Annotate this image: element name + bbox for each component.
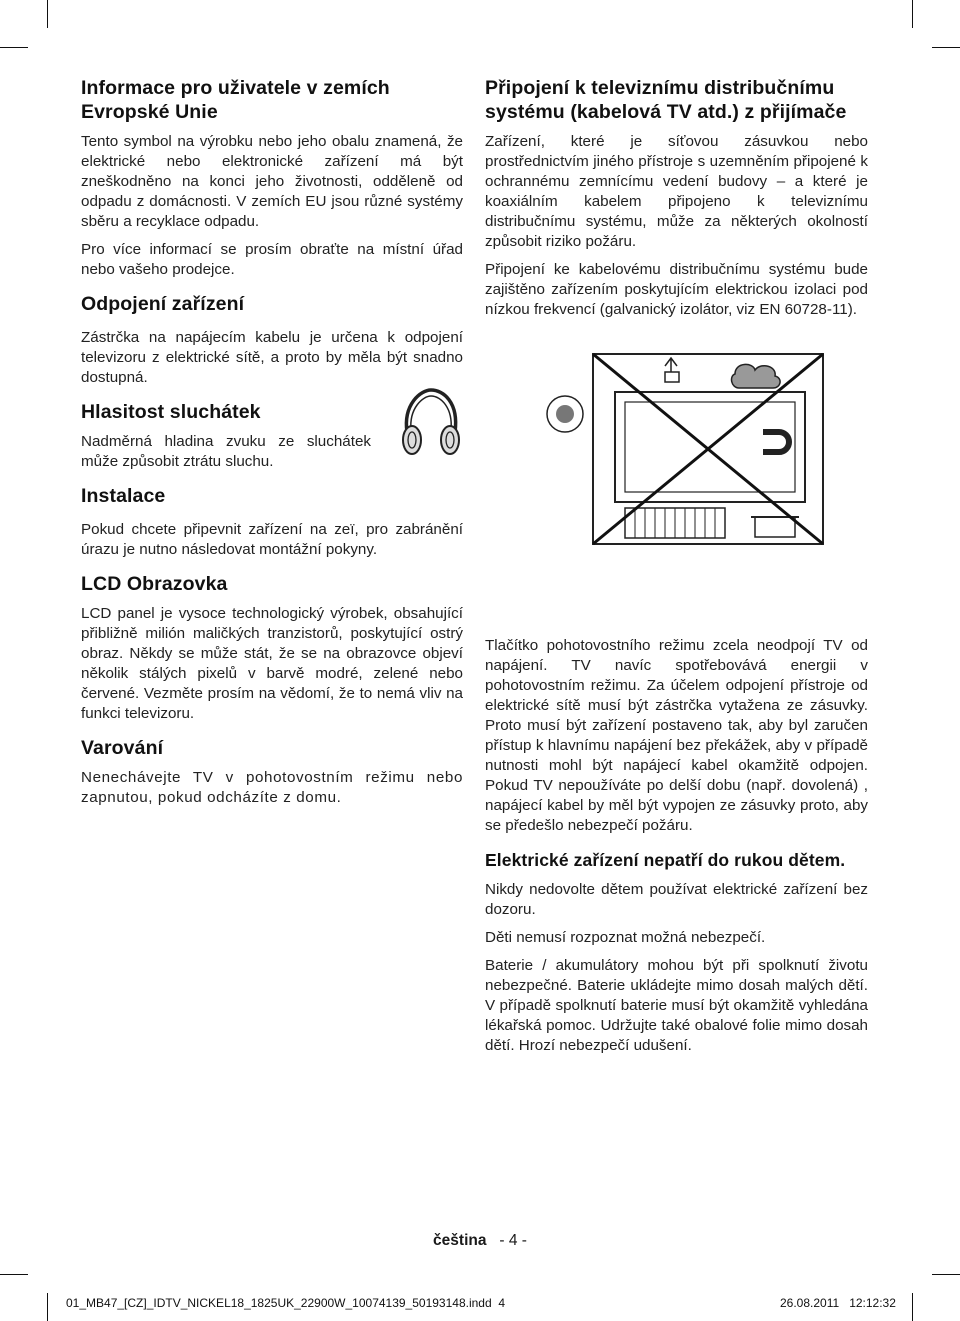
warning-heading: Varování (81, 737, 164, 759)
headphone-heading: Hlasitost sluchátek (81, 401, 261, 423)
children-paragraph-1: Nikdy nedovolte dětem používat elektrické zařízení bez dozoru. (485, 881, 868, 918)
children-paragraph-2: Děti nemusí rozpoznat možná nebezpečí. (485, 929, 766, 946)
file-page: 4 (498, 1296, 506, 1310)
language-label: čeština (433, 1232, 487, 1249)
crop-mark (912, 1293, 913, 1321)
lcd-heading: LCD Obrazovka (81, 573, 228, 595)
children-paragraph-3: Baterie / akumulátory mohou být při spolknutí životu nebezpečné. Baterie ukládejte mimo dosah malých dětí. V případě spolknutí baterie musí být okamžitě vyhledána lékařská pomoc. Udržujte také obalové folie mimo dosah dětí. Hrozí nebezpečí udušení. (485, 957, 868, 1054)
left-column (81, 76, 463, 808)
file-name: 01_MB47_[CZ]_IDTV_NICKEL18_1825UK_22900W_10074139_50193148.indd (66, 1296, 492, 1310)
file-time: 12:12:32 (849, 1296, 896, 1310)
crop-mark (932, 47, 960, 48)
install-paragraph: Pokud chcete připevnit zařízení na zeï, pro zabránění úrazu je nutno následovat montážní pokyny. (81, 521, 463, 558)
warning-paragraph: Nenechávejte TV v pohotovostním režimu nebo zapnutou, pokud odcházíte z domu. (81, 769, 463, 806)
disconnect-heading: Odpojení zařízení (81, 293, 245, 315)
eu-info-paragraph: Tento symbol na výrobku nebo jeho obalu znamená, že elektrické nebo elektronické zařízení má být zneškodněno na konci jeho životnosti, odděleně od odpadu z domácnosti. V zemích EU jsou různé systémy sběru a recyklace odpadu. (81, 133, 463, 230)
crop-mark (0, 1274, 28, 1275)
tv-safety-illustration (525, 352, 855, 552)
cable-paragraph: Zařízení, které je síťovou zásuvkou nebo prostřednictvím jiného přístroje s uzemněním připojené k ochrannému zemnícímu vedení budovy – a které je koaxiálním kabelem připojeno k televiznímu distribučnímu systému, může za některých okolností způsobit riziko požáru. (485, 133, 868, 250)
eu-contact-paragraph: Pro více informací se prosím obraťte na místní úřad nebo vašeho prodejce. (81, 241, 463, 278)
cable-isolator-paragraph: Připojení ke kabelovému distribučnímu systému bude zajištěno zařízením poskytujícím elektrickou izolaci pod nízkou frekvencí (galvanický izolátor, viz EN 60728-11). (485, 261, 868, 318)
right-column (485, 76, 868, 1056)
crop-mark (912, 0, 913, 28)
disconnect-paragraph: Zástrčka na napájecím kabelu je určena k odpojení televizoru z elektrické sítě, a proto by měla být snadno dostupná. (81, 329, 463, 386)
headphones-icon (399, 386, 463, 460)
headphone-section (81, 400, 463, 472)
headphone-paragraph: Nadměrná hladina zvuku ze sluchátek může způsobit ztrátu sluchu. (81, 433, 371, 470)
children-heading: Elektrické zařízení nepatří do rukou dětem. (485, 850, 846, 870)
standby-paragraph: Tlačítko pohotovostního režimu zcela neodpojí TV od napájení. TV navíc spotřebovává energii v pohotovostním režimu. Za účelem odpojení přístroje od elektrické sítě musí být zástrčka vytažena ze zásuvky. Proto musí být zařízení postaveno tak, aby byl zaručen přístup k hlavnímu napájení bez překážek, aby v případě nutnosti mohl být napájecí kabel okamžitě odpojen. Pokud TV nepoužíváte po delší dobu (např. dovolená) , napájecí kabel by měl být vypojen ze zásuvky proto, aby se předešlo nebezpečí požáru. (485, 637, 868, 834)
crop-mark (47, 1293, 48, 1321)
eu-info-heading: Informace pro uživatele v zemích Evropské Unie (81, 77, 390, 123)
page-number: - 4 - (499, 1232, 527, 1249)
crop-mark (47, 0, 48, 28)
lcd-paragraph: LCD panel je vysoce technologický výrobek, obsahující přibližně milión maličkých tranzistorů, poskytující ostrý obraz. Někdy se může stát, že se na obrazovce objeví několik stálých pixelů v barvě modré, zelené nebo červené. Vezměte prosím na vědomí, že to nemá vliv na funkci televizoru. (81, 605, 463, 722)
crop-mark (932, 1274, 960, 1275)
crop-mark (0, 47, 28, 48)
file-info (66, 1296, 505, 1310)
cable-heading: Připojení k televiznímu distribučnímu systému (kabelová TV atd.) z přijímače (485, 77, 847, 123)
file-date: 26.08.2011 (780, 1296, 840, 1310)
page-footer (0, 1232, 960, 1250)
install-heading: Instalace (81, 485, 166, 507)
file-timestamp (780, 1296, 896, 1310)
